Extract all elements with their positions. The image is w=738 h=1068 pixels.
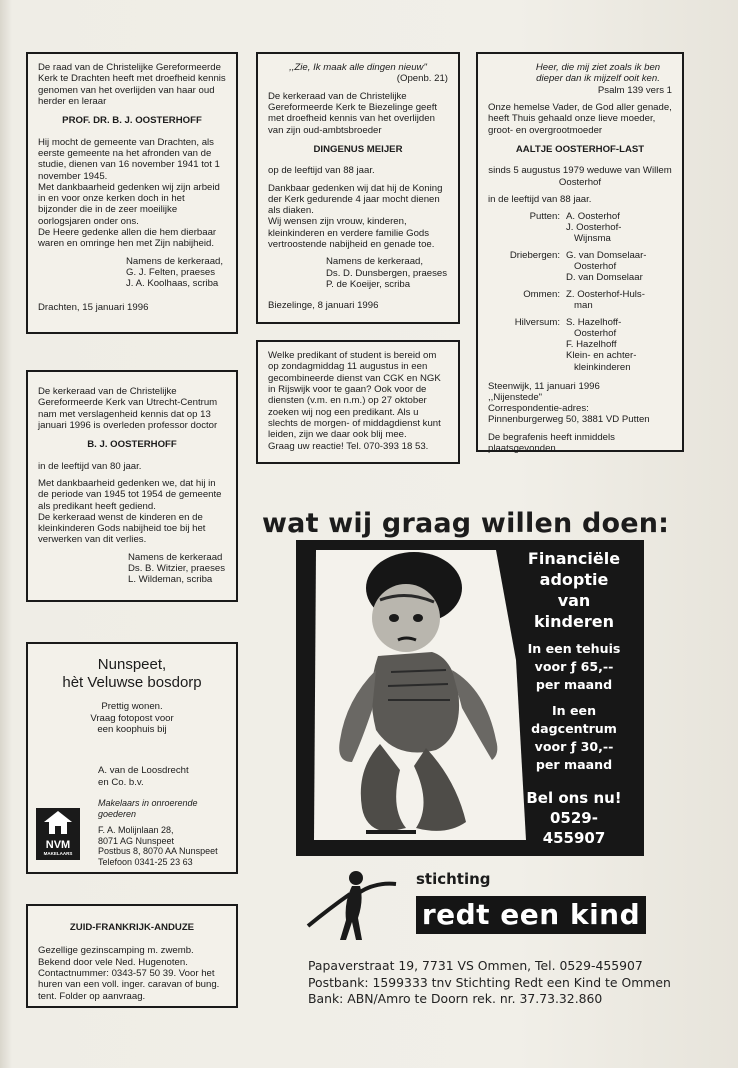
camping-text: Gezellige gezinscamping m. zwemb. Bekend door vele Ned. Hugenoten. Contactnummer: 0343-57 50 39. Voor het huren van een voll. inger. caravan of bung. tent. Folder op aanvraag.: [38, 945, 220, 1002]
house-name: ,,Nijenstede": [488, 391, 543, 403]
correspondence-label: Correspondentie-adres:: [488, 403, 589, 415]
obituary-paragraph: Hij mocht de gemeente van Drachten, als eerste gemeente na het afronden van de studie, dienen van 16 november 1941 tot 1 november 1945.: [38, 136, 220, 182]
obituary-intro: De kerkeraad van de Christelijke Gereformeerde Kerk te Biezelinge geeft met droefheid kennis van het overlijden van zijn oud-ambtsbroeder: [268, 90, 438, 136]
obituary-paragraph: De Heere gedenke allen die hem dierbaar waren en omringe hen met Zijn nabijheid.: [38, 227, 217, 250]
relative-name: man: [574, 300, 593, 312]
dagcentrum-line: In een: [551, 703, 597, 718]
relative-name: A. Oosterhof: [566, 211, 620, 223]
signature-line: Namens de kerkeraad,: [126, 255, 224, 267]
preacher-request: [256, 340, 460, 464]
tehuis-line: voor ƒ 65,--: [534, 659, 614, 674]
signature-line: G. J. Felten, praeses: [126, 267, 216, 278]
call-line: Bel ons nu!: [526, 789, 622, 807]
relative-name: S. Hazelhoff-: [566, 317, 622, 329]
call-phone: 455907: [542, 829, 606, 847]
signature-line: Ds. B. Witzier, praeses: [128, 563, 226, 575]
obituary-name: DINGENUS MEIJER: [313, 143, 403, 155]
call-block: [518, 788, 630, 848]
dagcentrum-line: per maand: [535, 757, 613, 772]
ad-line: Vraag fotopost voor: [90, 712, 174, 724]
relative-name: kleinkinderen: [574, 361, 631, 373]
adoption-panel: [296, 540, 644, 856]
bible-reference: Psalm 139 vers 1: [597, 84, 672, 96]
ad-title: Nunspeet,: [97, 656, 167, 673]
obituary-name: B. J. OOSTERHOFF: [87, 439, 177, 451]
obituary-paragraph: Wij wensen zijn vrouw, kinderen, kleinkinderen en verdere familie Gods vertroostende nabijheid en genade toe.: [268, 216, 435, 251]
tehuis-line: per maand: [535, 677, 613, 692]
charity-contact: [308, 958, 708, 1008]
relatives-entry: [488, 250, 672, 283]
signature-line: J. A. Koolhaas, scriba: [126, 278, 219, 290]
camping-title: ZUID-FRANKRIJK-ANDUZE: [69, 922, 195, 933]
relative-name: Oosterhof: [574, 328, 617, 340]
signature-block: [326, 256, 448, 290]
nvm-logo-text: NVM: [45, 839, 71, 851]
relative-name: Oosterhof: [574, 261, 617, 273]
signature-block: [128, 552, 226, 586]
signature-line: P. de Koeijer, scriba: [326, 279, 411, 290]
contact-postbank: Postbank: 1599333 tnv Stichting Redt een Kind te Ommen: [308, 974, 671, 990]
bible-reference: (Openb. 21): [396, 73, 448, 85]
obituary-paragraph: Met dankbaarheid gedenken we, dat hij in de periode van 1945 tot 1954 de gemeente als predikant heeft gediend.: [38, 477, 222, 512]
contact-bank: Bank: ABN/Amro te Doorn rek. nr. 37.73.32.860: [308, 991, 603, 1006]
adoption-line: van: [557, 591, 591, 610]
relative-name: Z. Oosterhof-Huls-: [566, 289, 645, 301]
place-date: Drachten, 15 januari 1996: [38, 301, 149, 313]
bible-quote: ,,Zie, Ik maak alle dingen nieuw": [289, 62, 427, 73]
agent-name: en Co. b.v.: [98, 776, 144, 788]
dagcentrum-line: dagcentrum: [531, 721, 617, 736]
relative-place: Driebergen:: [509, 250, 560, 262]
signature-line: Ds. D. Dunsbergen, praeses: [326, 267, 448, 279]
agent-tagline: Makelaars in onroerende: [98, 797, 198, 808]
child-silhouette-icon: [300, 868, 410, 948]
ad-headline: wat wij graag willen doen:: [262, 508, 670, 539]
obituary-age: op de leeftijd van 88 jaar.: [268, 165, 375, 177]
call-phone: 0529-: [550, 809, 598, 827]
brand-logo: [300, 864, 660, 972]
obituary-utrecht: [26, 370, 238, 602]
adoption-block: [518, 548, 630, 632]
tehuis-block: [518, 640, 630, 694]
widow-of: sinds 5 augustus 1979 weduwe van Willem Oosterhof: [488, 165, 672, 188]
relative-name: Klein- en achter-: [566, 350, 637, 362]
relative-place: Putten:: [529, 211, 560, 223]
obituary-age: in de leeftijd van 80 jaar.: [38, 460, 142, 472]
obituary-oosterhof-last: [476, 52, 684, 455]
obituary-intro: Onze hemelse Vader, de God aller genade, heeft Thuis gehaald onze lieve moeder, groot- en overgrootmoeder: [488, 101, 672, 136]
ad-subtitle: hèt Veluwse bosdorp: [62, 673, 202, 691]
agent-address: 8071 AG Nunspeet: [98, 835, 175, 846]
agent-phone: Telefoon 0341-25 23 63: [98, 856, 193, 867]
signature-line: Namens de kerkeraad: [128, 551, 223, 563]
obituary-paragraph: Dankbaar gedenken wij dat hij de Koning der Kerk gedurende 4 jaar mocht dienen als diaken.: [268, 182, 443, 217]
relative-name: D. van Domselaar: [566, 272, 643, 284]
funeral-note: De begrafenis heeft inmiddels plaatsgevonden.: [488, 431, 615, 455]
obituary-paragraph: De kerkeraad wenst de kinderen en de kleinkinderen Gods nabijheid toe bij het verwerken van dit verlies.: [38, 511, 206, 546]
camping-ad: [26, 904, 238, 1008]
relative-place: Hilversum:: [514, 317, 560, 329]
relative-name: G. van Domselaar-: [566, 250, 647, 262]
relative-place: Ommen:: [523, 289, 560, 301]
place-date: Biezelinge, 8 januari 1996: [268, 300, 379, 312]
dagcentrum-block: [518, 702, 630, 774]
relative-name: J. Oosterhof-: [566, 222, 622, 234]
nvm-logo-sub: MAKELAARS: [43, 851, 73, 856]
obituary-drachten: [26, 52, 238, 334]
request-reply: Graag uw reactie! Tel. 070-393 18 53.: [268, 440, 429, 452]
relatives-entry: [488, 211, 672, 244]
obituary-name: AALTJE OOSTERHOF-LAST: [515, 143, 645, 155]
ad-line: Prettig wonen.: [101, 701, 163, 713]
relatives-entry: [488, 317, 672, 372]
brand-stichting: stichting: [416, 870, 491, 888]
signature-line: Namens de kerkeraad,: [326, 256, 424, 268]
agent-address: F. A. Molijnlaan 28,: [98, 825, 174, 836]
agent-address: Postbus 8, 8070 AA Nunspeet: [98, 846, 218, 857]
tehuis-line: In een tehuis: [527, 641, 621, 656]
request-text: Welke predikant of student is bereid om op zondagmiddag 11 augustus in een gecombineerde dienst van CGK en NGK in Rijswijk voor te gaan? Ook voor de diensten (v.m. en n.m.) op 27 oktober zoeken wij nog een predikant. Als u slechts de morgen- of middagdienst kunt leiden, zijn we daar ook blij mee.: [268, 350, 441, 441]
nvm-house-icon: [36, 808, 80, 836]
agent-tagline: goederen: [98, 808, 137, 819]
adoption-line: adoptie: [539, 570, 609, 589]
obituary-intro: De raad van de Christelijke Gereformeerde Kerk te Drachten heeft met droefheid kennis genomen van het overlijden van haar oud herder en leraar: [38, 62, 226, 107]
signature-block: [126, 256, 226, 290]
obituary-name: PROF. DR. B. J. OOSTERHOFF: [62, 115, 202, 127]
contact-address: Papaverstraat 19, 7731 VS Ommen, Tel. 0529-455907: [308, 958, 643, 973]
adoption-line: Financiële: [527, 549, 621, 568]
obituary-intro: De kerkeraad van de Christelijke Gereformeerde Kerk van Utrecht-Centrum nam met verslagenheid kennis dat op 13 januari 1996 is overleden professor doctor: [38, 386, 218, 431]
dagcentrum-line: voor ƒ 30,--: [534, 739, 614, 754]
nvm-logo: [36, 808, 80, 860]
correspondence-address: Pinnenburgerweg 50, 3881 VD Putten: [488, 414, 650, 426]
obituary-biezelinge: [256, 52, 460, 324]
ad-line: een koophuis bij: [97, 724, 167, 735]
signature-line: L. Wildeman, scriba: [128, 574, 213, 586]
brand-name: redt een kind: [416, 896, 646, 934]
relatives-entry: [488, 289, 672, 311]
relative-name: F. Hazelhoff: [566, 339, 617, 351]
bible-quote: Heer, die mij ziet zoals ik ben dieper dan ik mijzelf ooit ken.: [535, 62, 661, 85]
obituary-age: in de leeftijd van 88 jaar.: [488, 193, 592, 205]
place-date: Steenwijk, 11 januari 1996: [488, 380, 600, 392]
relative-name: Wijnsma: [574, 233, 611, 245]
agent-name: A. van de Loosdrecht: [98, 765, 189, 777]
obituary-paragraph: Met dankbaarheid gedenken wij zijn arbeid in en voor onze kerken doch in het bijzonder die in de zeer moeilijke oorlogsjaren onder ons.: [38, 181, 220, 227]
adoption-line: kinderen: [534, 612, 614, 631]
